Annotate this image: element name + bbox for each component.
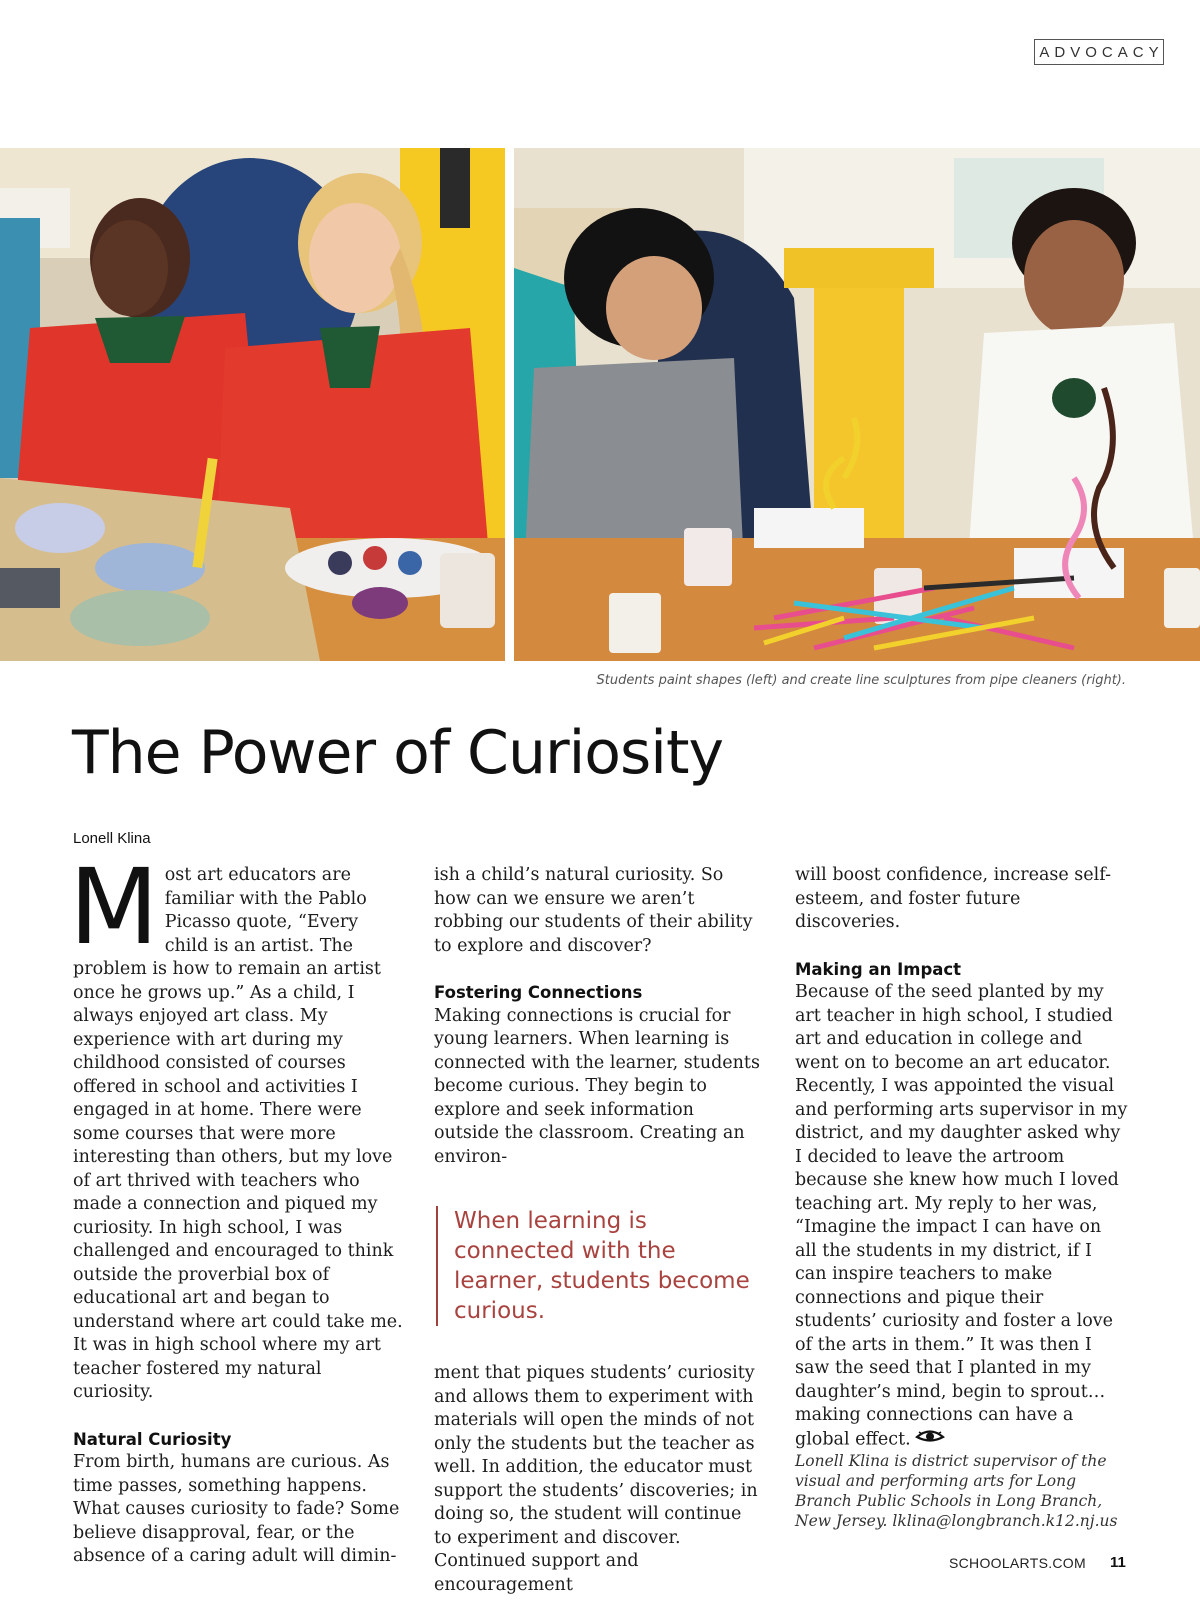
paragraph-fostering-connections: Making connections is crucial for young learners. When learning is connected with the learner, students become curious. They begin to explore and seek information outside the classroom. Creating an environ- — [434, 1005, 760, 1167]
paragraph-continued-1: ish a child’s natural curiosity. So how can we ensure we aren’t robbing our students of their ability to explore and discover? — [434, 865, 753, 956]
subhead-fostering-connections: Fostering Connections — [434, 983, 643, 1002]
photo-boys-sculptures — [514, 148, 1200, 661]
paragraph-continued-2: ment that piques students’ curiosity and allows them to experiment with materials will open the minds of not only the students but the teacher as well. In addition, the educator must support the students’ discoveries; in doing so, the student will continue to experiment and discover. Continued support and encouragement — [434, 1363, 758, 1595]
subhead-natural-curiosity: Natural Curiosity — [73, 1429, 232, 1449]
article-title: The Power of Curiosity — [72, 718, 723, 788]
author-byline: Lonell Klina — [73, 830, 151, 847]
paragraph-continued-3: will boost confidence, increase self-esteem, and foster future discoveries. — [795, 865, 1111, 932]
page-number: 11 — [1110, 1554, 1126, 1571]
intro-paragraph — [69, 846, 405, 1405]
drop-cap: M — [69, 846, 159, 968]
article-column-2 — [434, 864, 760, 1597]
photo-girls-painting-illustration — [0, 148, 505, 661]
subhead-making-an-impact: Making an Impact — [795, 959, 962, 979]
article-column-3 — [795, 864, 1128, 1531]
paragraph-natural-curiosity: From birth, humans are curious. As time passes, something happens. What causes curiosity to fade? Some believe disapproval, fear, or the absence of a caring adult will dimin- — [73, 1452, 400, 1566]
paragraph-making-an-impact-text: Because of the seed planted by my art teacher in high school, I studied art and education in college and went on to become an art educator. Recently, I was appointed the visual and performing arts supervisor in my district, and my daughter asked why I decided to leave the artroom because she knew how much I loved teaching art. My reply to her was, “Imagine the impact I can have on all the students in my district, if I can inspire teachers to make connections and pique their students’ curiosity and foster a love of the arts in them.” It was then I saw the seed that I planted in my daughter’s mind, begin to sprout…making connections can have a global effect. — [795, 982, 1128, 1449]
section-tag: ADVOCACY — [1034, 39, 1164, 65]
article-column-1 — [69, 846, 405, 1569]
photo-caption: Students paint shapes (left) and create line sculptures from pipe cleaners (right). — [596, 673, 1126, 688]
pull-quote: When learning is connected with the learner, students become curious. — [436, 1206, 756, 1326]
photo-boys-sculptures-illustration — [514, 148, 1200, 661]
footer-site-name: SCHOOLARTS.COM — [949, 1555, 1086, 1571]
eye-icon — [915, 1428, 945, 1452]
intro-paragraph-text: ost art educators are familiar with the Pablo Picasso quote, “Every child is an artist. The problem is how to remain an artist once he grows up.” As a child, I always enjoyed art class. My experience with art during my childhood consisted of courses offered in school and activities I engaged in at home. There were some courses that were more interesting than others, but my love of art thrived with teachers who made a connection and piqued my curiosity. In high school, I was challenged and encouraged to think outside the proverbial box of educational art and began to understand where art could take me. It was in high school where my art teacher fostered my natural curiosity. — [73, 865, 403, 1402]
photo-girls-painting — [0, 148, 505, 661]
author-bio: Lonell Klina is district supervisor of the visual and performing arts for Long Branch Public Schools in Long Branch, New Jersey. lklina@longbranch.k12.nj.us — [795, 1452, 1118, 1531]
paragraph-making-an-impact — [795, 981, 1128, 1451]
